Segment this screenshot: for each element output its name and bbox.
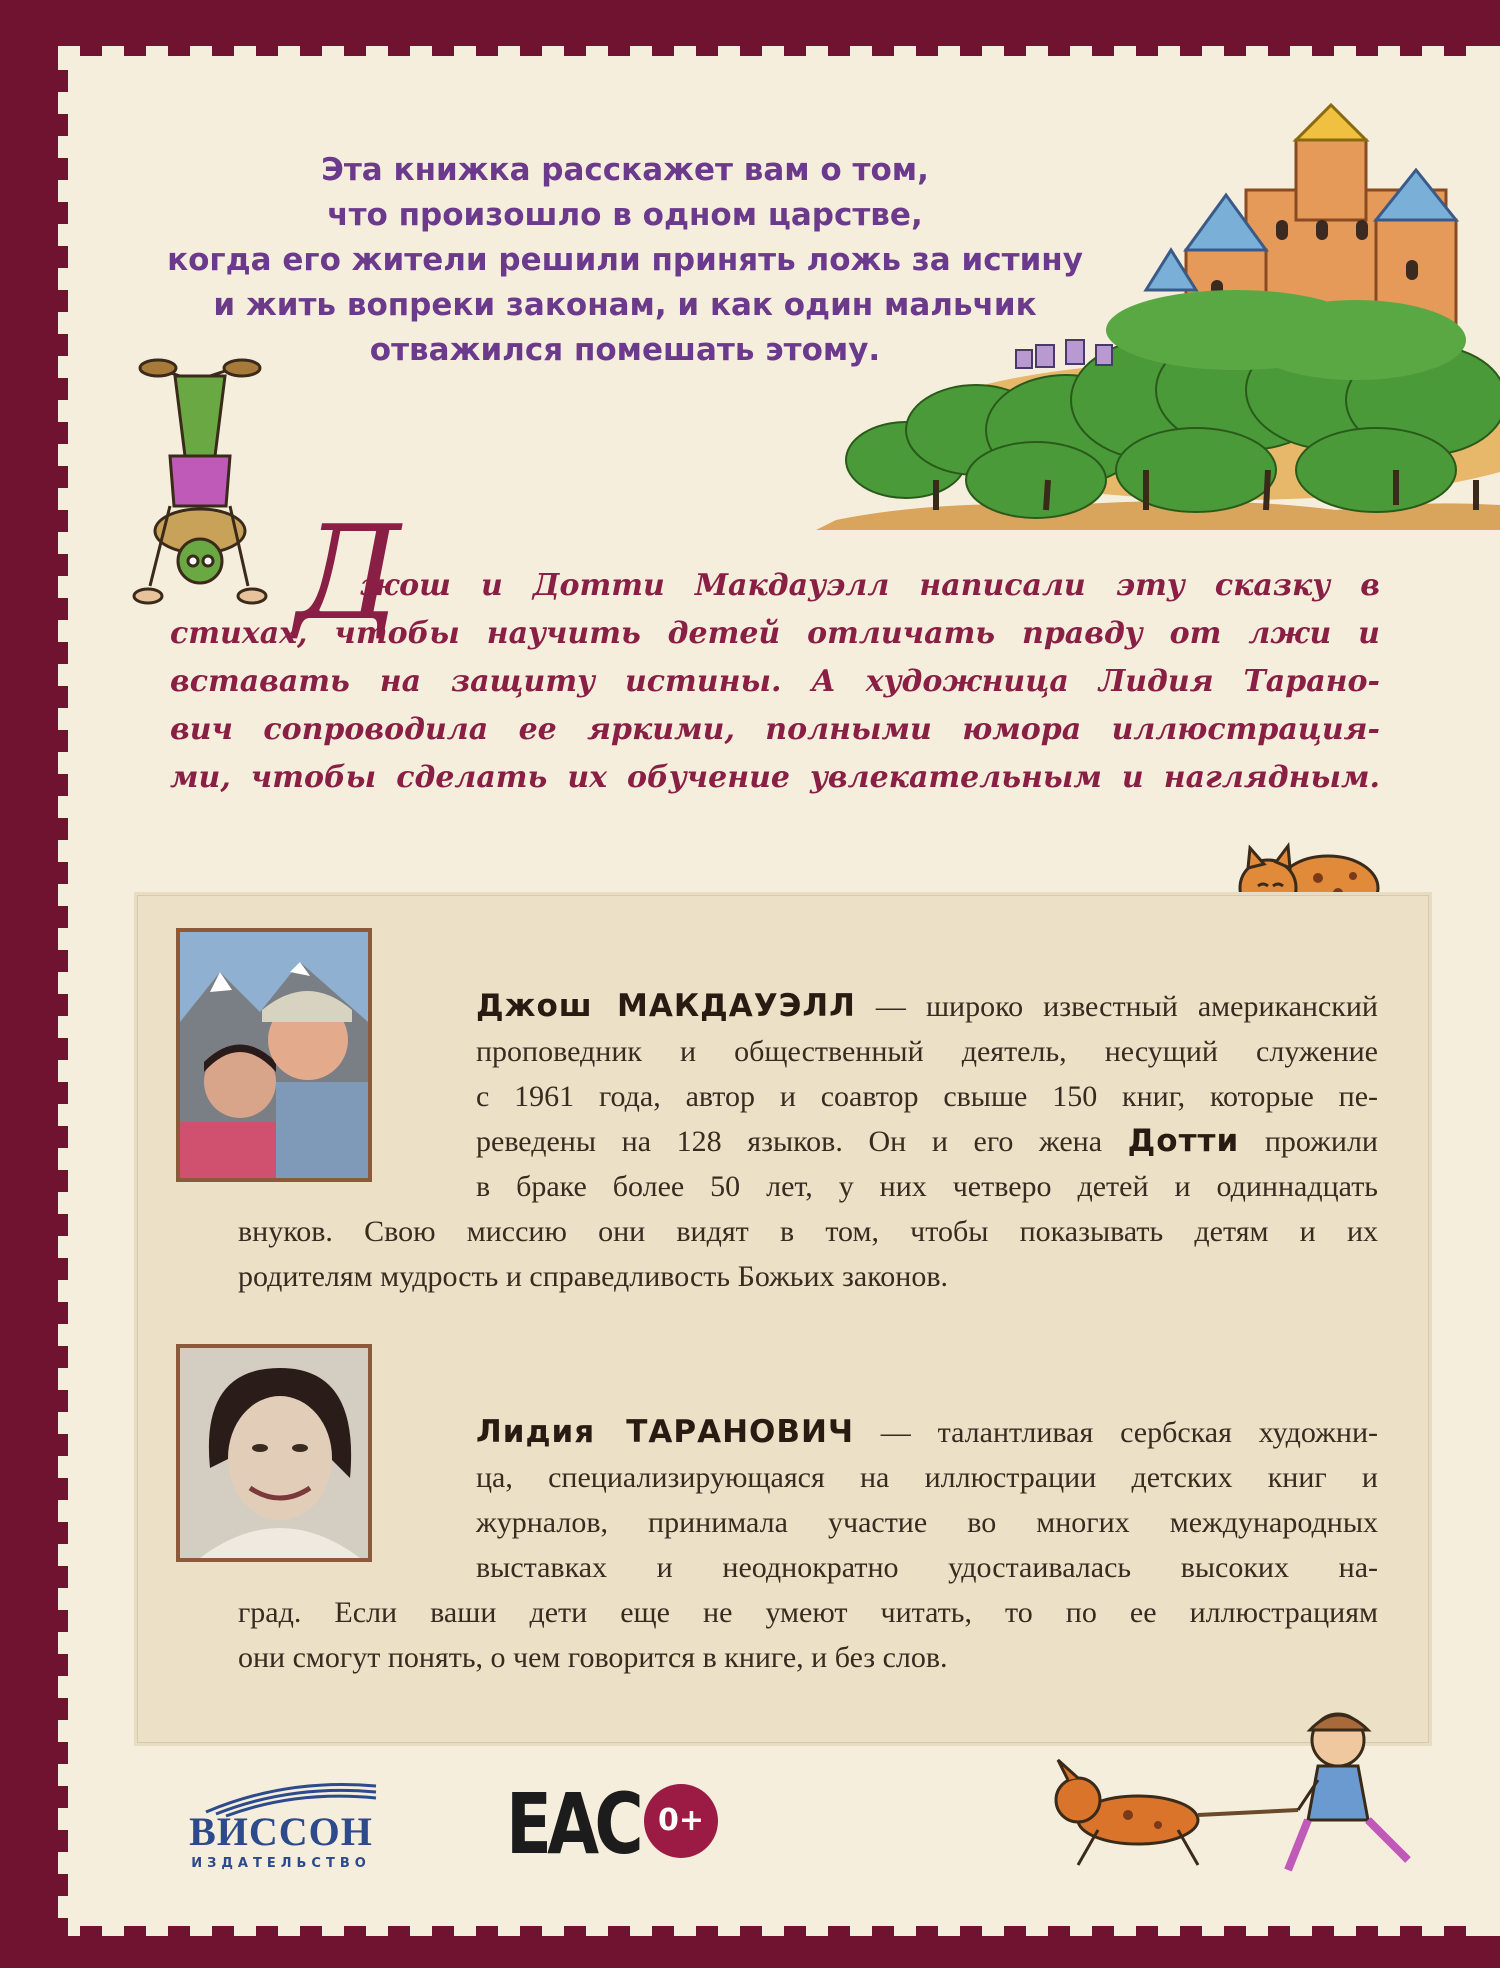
bio-line: проповедник и общественный деятель, несущий служение [476,1035,1378,1068]
intro-text [150,148,1100,373]
bio-line: выставках и неоднократно удостаивалась высоких на- [476,1551,1378,1584]
story-line: вставать на защиту истины. А художница Лидия Тарано- [170,664,1380,699]
author-name: Джош МАКДАУЭЛЛ [476,988,856,1024]
publisher-name: ВИССОН [189,1809,373,1854]
bio-mcdowell [238,984,1378,1299]
spouse-name: Дотти [1127,1123,1240,1159]
story-line: жош и Дотти Макдауэлл написали эту сказку в [360,568,1380,603]
bio-line: с 1961 года, автор и соавтор свыше 150 книг, которые пе- [476,1080,1378,1113]
intro-line: что произошло в одном царстве, [327,197,923,233]
bio-text: — талантливая сербская художни- [854,1416,1378,1449]
story-line: вич сопроводила ее яркими, полными юмора иллюстрация- [170,712,1380,747]
bio-line: они смогут понять, о чем говорится в книге, и без слов. [238,1641,948,1674]
publisher-logo [176,1778,386,1874]
bio-taranovich [238,1410,1378,1680]
story-line: ми, чтобы сделать их обучение увлекательным и наглядным. [170,760,1380,795]
publisher-subtitle: ИЗДАТЕЛЬСТВО [191,1856,371,1871]
bio-text: реведены на 128 языков. Он и его жена [476,1125,1128,1158]
bio-line: ца, специализирующаяся на иллюстрации детских книг и [476,1461,1378,1494]
drop-cap: Д [295,497,401,649]
story-paragraph [170,562,1380,802]
age-rating-badge: 0+ [644,1784,718,1858]
intro-line: когда его жители решили принять ложь за истину [167,242,1083,278]
intro-line: и жить вопреки законам, и как один мальчик [213,287,1037,323]
dog-and-boy-illustration [1048,1700,1448,1880]
author-name: Лидия ТАРАНОВИЧ [476,1414,854,1450]
bio-line: родителям мудрость и справедливость Божьих законов. [238,1260,948,1293]
bio-line: журналов, принимала участие во многих международных [476,1506,1378,1539]
intro-line: Эта книжка расскажет вам о том, [321,152,929,188]
bio-line: град. Если ваши дети еще не умеют читать, то по ее иллюстрациям [238,1596,1378,1629]
bio-text: прожили [1239,1125,1378,1158]
story-line: стихах, чтобы научить детей отличать правду от лжи и [170,616,1380,651]
bio-line [238,1119,1378,1164]
bio-line [238,1410,1378,1455]
bio-line [238,984,1378,1029]
intro-line: отважился помешать этому. [369,332,881,368]
bio-line: в браке более 50 лет, у них четверо детей и одиннадцать [476,1170,1378,1203]
bio-text: — широко известный американский [855,990,1378,1023]
eac-mark: ЕАС [506,1775,639,1873]
bio-line: внуков. Свою миссию они видят в том, чтобы показывать детям и их [238,1215,1378,1248]
